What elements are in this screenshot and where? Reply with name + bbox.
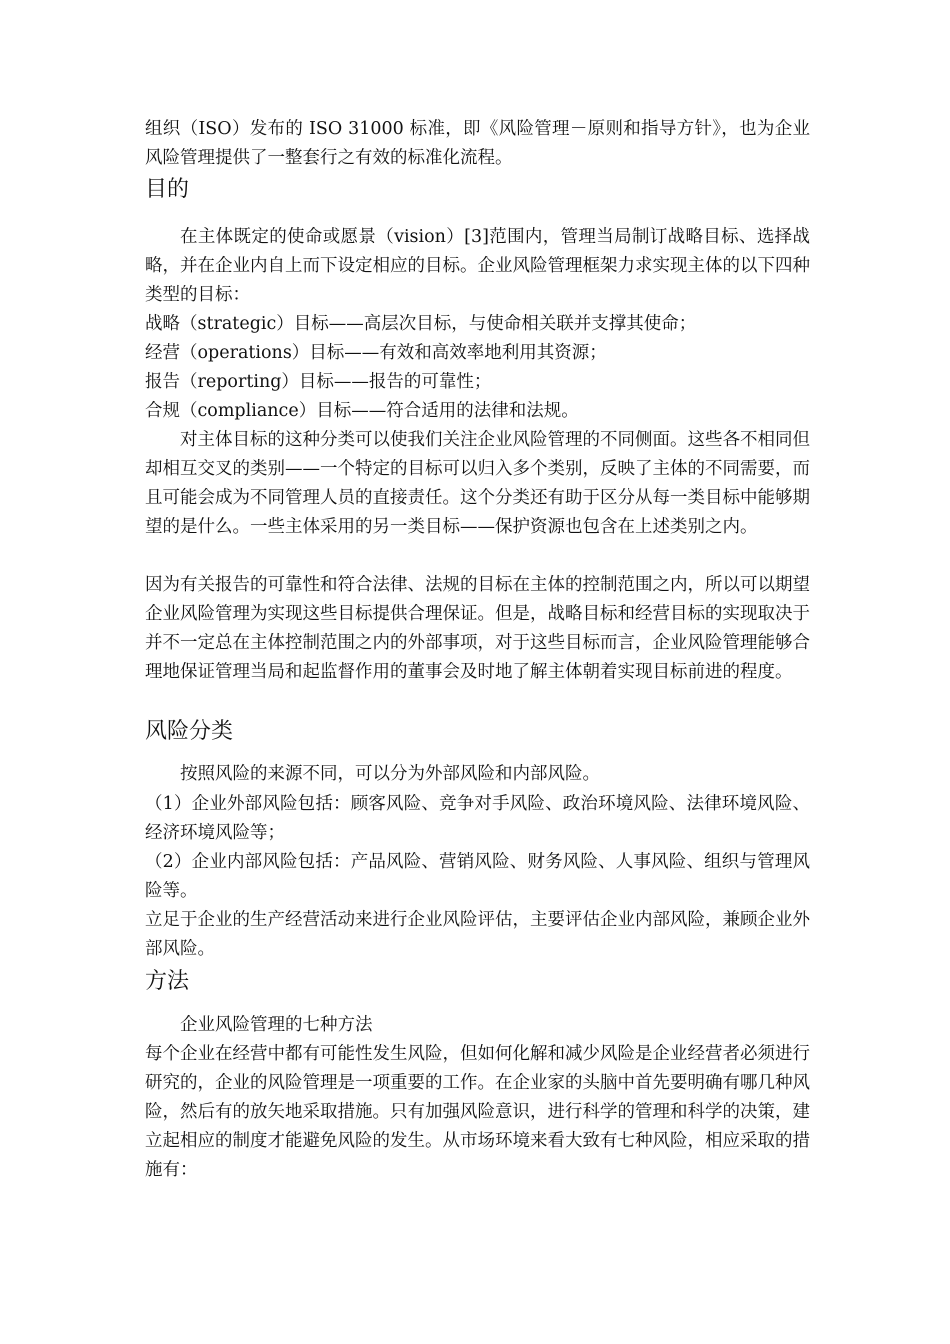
objective-compliance: 合规（compliance）目标——符合适用的法律和法规。 <box>145 401 579 421</box>
objective-reporting: 报告（reporting）目标——报告的可靠性； <box>145 372 492 392</box>
objective-operations: 经营（operations）目标——有效和高效率地利用其资源； <box>145 343 607 363</box>
purpose-paragraph-2: 对主体目标的这种分类可以使我们关注企业风险管理的不同侧面。这些各不相同但却相互交叉的类别——一个特定的目标可以归入多个类别，反映了主体的不同需要，而且可能会成为不同管理人员的直接责任。这个分类还有助于区分从每一类目标中能够期望的是什么。一些主体采用的另一类目标——保护资源也包含在上述类别之内。 <box>145 430 810 537</box>
purpose-heading: 目的 <box>145 177 190 202</box>
classification-paragraph-1: 按照风险的来源不同，可以分为外部风险和内部风险。 <box>180 764 600 784</box>
purpose-paragraph-3: 因为有关报告的可靠性和符合法律、法规的目标在主体的控制范围之内，所以可以期望企业风险管理为实现这些目标提供合理保证。但是，战略目标和经营目标的实现取决于并不一定总在主体控制范围之内的外部事项，对于这些目标而言，企业风险管理能够合理地保证管理当局和起监督作用的董事会及时地了解主体朝着实现目标前进的程度。 <box>145 575 810 682</box>
external-risk-item: （1）企业外部风险包括：顾客风险、竞争对手风险、政治环境风险、法律环境风险、经济环境风险等； <box>145 794 810 843</box>
methods-subtitle: 企业风险管理的七种方法 <box>180 1015 373 1035</box>
purpose-paragraph-1: 在主体既定的使命或愿景（vision）[3]范围内，管理当局制订战略目标、选择战略，并在企业内自上而下设定相应的目标。企业风险管理框架力求实现主体的以下四种类型的目标： <box>145 227 810 305</box>
intro-paragraph: 组织（ISO）发布的 ISO 31000 标准，即《风险管理－原则和指导方针》，也为企业风险管理提供了一整套行之有效的标准化流程。 <box>145 119 810 168</box>
objective-strategic: 战略（strategic）目标——高层次目标，与使命相关联并支撑其使命； <box>145 314 697 334</box>
classification-paragraph-2: 立足于企业的生产经营活动来进行企业风险评估，主要评估企业内部风险，兼顾企业外部风险。 <box>145 910 810 959</box>
classification-heading: 风险分类 <box>145 719 234 744</box>
methods-paragraph-1: 每个企业在经营中都有可能性发生风险，但如何化解和减少风险是企业经营者必须进行研究的，企业的风险管理是一项重要的工作。在企业家的头脑中首先要明确有哪几种风险，然后有的放矢地采取措施。只有加强风险意识，进行科学的管理和科学的决策，建立起相应的制度才能避免风险的发生。从市场环境来看大致有七种风险，相应采取的措施有： <box>145 1044 810 1180</box>
internal-risk-item: （2）企业内部风险包括：产品风险、营销风险、财务风险、人事风险、组织与管理风险等。 <box>145 852 810 901</box>
methods-heading: 方法 <box>145 969 190 994</box>
